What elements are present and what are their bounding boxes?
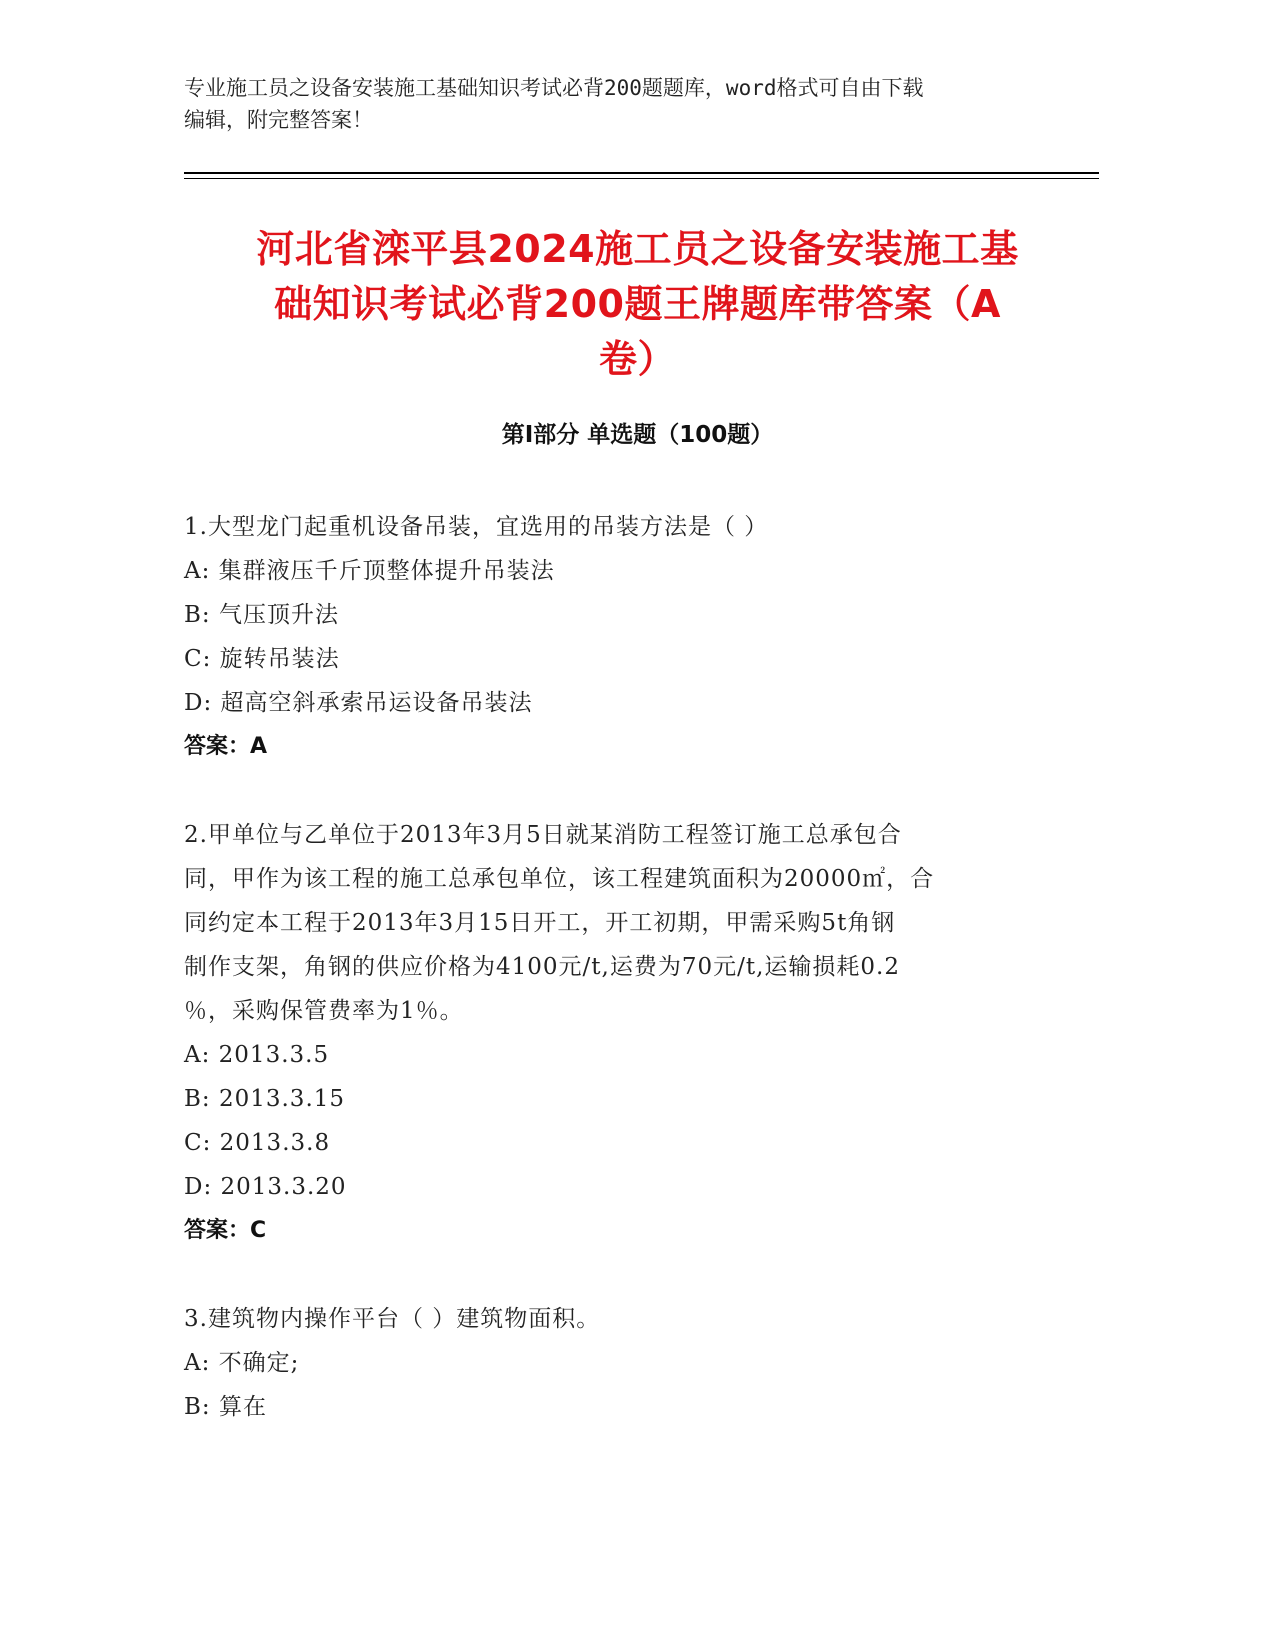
title-line-2: 础知识考试必背200题王牌题库带答案（A [274, 282, 1001, 326]
question-1-text: 1.大型龙门起重机设备吊装，宜选用的吊装方法是（ ） [184, 514, 769, 540]
question-2-text-line-4: 制作支架，角钢的供应价格为4100元/t,运费为70元/t,运输损耗0.2 [184, 954, 900, 980]
question-2-answer: 答案：C [184, 1218, 267, 1243]
question-2-text-line-2: 同，甲作为该工程的施工总承包单位，该工程建筑面积为20000㎡，合 [184, 866, 935, 892]
question-1 [184, 505, 1064, 769]
question-1-option-b: B: 气压顶升法 [184, 602, 339, 628]
question-2-text-line-3: 同约定本工程于2013年3月15日开工，开工初期，甲需采购5t角钢 [184, 910, 896, 936]
document-title [160, 222, 1115, 387]
question-2-option-a: A: 2013.3.5 [184, 1042, 330, 1068]
question-1-option-c: C: 旋转吊装法 [184, 646, 340, 672]
question-1-answer: 答案：A [184, 734, 268, 759]
question-3-option-a: A: 不确定; [184, 1350, 300, 1376]
question-list [184, 505, 1064, 1429]
title-line-1: 河北省滦平县2024施工员之设备安装施工基 [256, 227, 1019, 271]
header-note [184, 72, 1084, 136]
question-2-option-b: B: 2013.3.15 [184, 1086, 346, 1112]
question-2-text-line-1: 2.甲单位与乙单位于2013年3月5日就某消防工程签订施工总承包合 [184, 822, 902, 848]
question-2 [184, 813, 1064, 1253]
question-3 [184, 1297, 1064, 1429]
title-line-3: 卷） [598, 337, 676, 381]
question-spacer [184, 1253, 1064, 1297]
section-title: 第I部分 单选题（100题） [501, 422, 774, 448]
header-divider-thin [184, 178, 1099, 179]
question-2-text-line-5: ％，采购保管费率为1％。 [184, 998, 464, 1024]
header-divider-thick [184, 172, 1099, 174]
question-2-option-c: C: 2013.3.8 [184, 1130, 331, 1156]
question-3-option-b: B: 算在 [184, 1394, 267, 1420]
question-spacer [184, 769, 1064, 813]
question-3-text: 3.建筑物内操作平台（ ）建筑物面积。 [184, 1306, 601, 1332]
question-2-option-d: D: 2013.3.20 [184, 1174, 347, 1200]
header-note-line-2: 编辑，附完整答案！ [184, 108, 373, 132]
header-note-line-1: 专业施工员之设备安装施工基础知识考试必背200题题库，word格式可自由下载 [184, 76, 924, 100]
question-1-option-a: A: 集群液压千斤顶整体提升吊装法 [184, 558, 555, 584]
question-1-option-d: D: 超高空斜承索吊运设备吊装法 [184, 690, 533, 716]
